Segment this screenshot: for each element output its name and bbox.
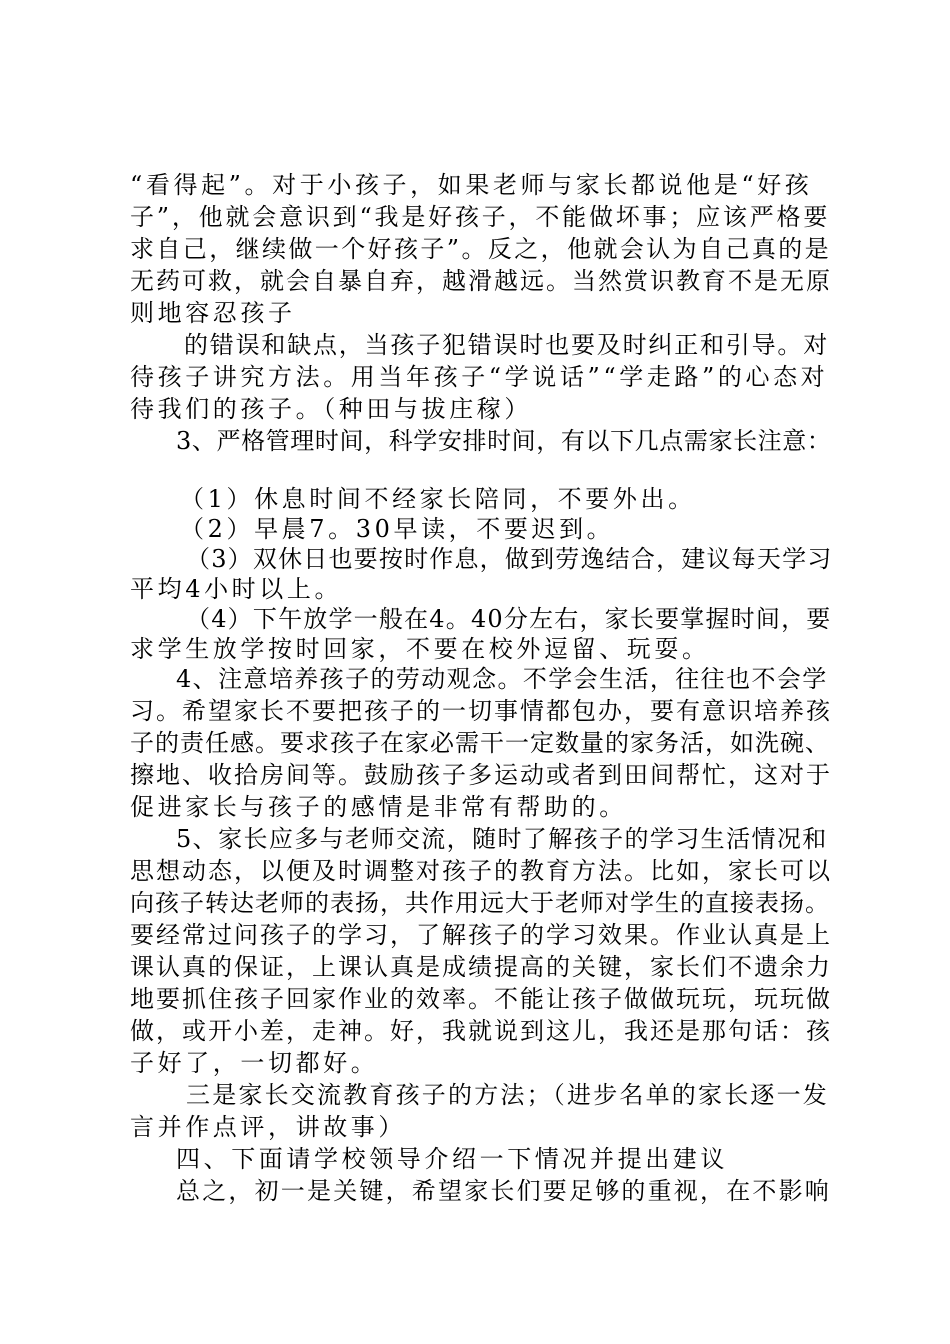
text-line: （2）早晨7。30早读，不要迟到。 xyxy=(180,515,615,543)
text-line: 待我们的孩子。（种田与拔庄稼） xyxy=(130,395,532,423)
text-line: 擦地、收拾房间等。鼓励孩子多运动或者到田间帮忙，这对于 xyxy=(130,761,832,789)
text-line: 总之，初一是关键，希望家长们要足够的重视，在不影响 xyxy=(176,1177,831,1205)
text-line: 子的责任感。要求孩子在家必需干一定数量的家务活，如洗碗、 xyxy=(130,729,830,757)
text-line: 地要抓住孩子回家作业的效率。不能让孩子做做玩玩，玩玩做 xyxy=(130,985,832,1013)
text-line: 四、下面请学校领导介绍一下情况并提出建议 xyxy=(176,1145,728,1173)
text-line: 思想动态，以便及时调整对孩子的教育方法。比如，家长可以 xyxy=(130,857,832,885)
text-line: 待孩子讲究方法。用当年孩子“学说话”“学走路”的心态对 xyxy=(130,363,829,391)
text-line: 4、注意培养孩子的劳动观念。不学会生活，往往也不会学 xyxy=(176,665,828,693)
text-line: 子”，他就会意识到“我是好孩子，不能做坏事；应该严格要 xyxy=(130,203,831,231)
text-line: 向孩子转达老师的表扬，共作用远大于老师对学生的直接表扬。 xyxy=(130,889,830,917)
text-line: 言并作点评，讲故事） xyxy=(130,1113,406,1141)
text-line: 课认真的保证，上课认真是成绩提高的关键，家长们不遗余力 xyxy=(130,953,832,981)
text-line: （1）休息时间不经家长陪同，不要外出。 xyxy=(180,485,696,513)
text-line: 子好了，一切都好。 xyxy=(130,1049,379,1077)
text-line: “看得起”。对于小孩子，如果老师与家长都说他是“好孩 xyxy=(130,171,813,199)
text-line: 无药可救，就会自暴自弃，越滑越远。当然赏识教育不是无原 xyxy=(130,267,832,295)
text-line: 的错误和缺点，当孩子犯错误时也要及时纠正和引导。对 xyxy=(184,331,829,359)
text-line: （4）下午放学一般在4。40分左右，家长要掌握时间，要 xyxy=(186,605,832,633)
text-line: 平均4小时以上。 xyxy=(130,575,343,603)
text-line: （3）双休日也要按时作息，做到劳逸结合，建议每天学习 xyxy=(186,545,833,573)
text-line: 做，或开小差，走神。好，我就说到这儿，我还是那句话：孩 xyxy=(130,1017,832,1045)
text-line: 则地容忍孩子 xyxy=(130,299,296,327)
text-line: 促进家长与孩子的感情是非常有帮助的。 xyxy=(130,793,627,821)
text-line: 要经常过问孩子的学习，了解孩子的学习效果。作业认真是上 xyxy=(130,921,832,949)
text-line: 5、家长应多与老师交流，随时了解孩子的学习生活情况和 xyxy=(176,825,828,853)
text-line: 三是家长交流教育孩子的方法；（进步名单的家长逐一发 xyxy=(186,1081,829,1109)
text-line: 3、严格管理时间，科学安排时间，有以下几点需家长注意： xyxy=(176,427,832,455)
text-line: 求自己，继续做一个好孩子”。反之，他就会认为自己真的是 xyxy=(130,235,832,263)
text-line: 求学生放学按时回家，不要在校外逗留、玩耍。 xyxy=(130,635,710,663)
text-line: 习。希望家长不要把孩子的一切事情都包办，要有意识培养孩 xyxy=(130,697,832,725)
